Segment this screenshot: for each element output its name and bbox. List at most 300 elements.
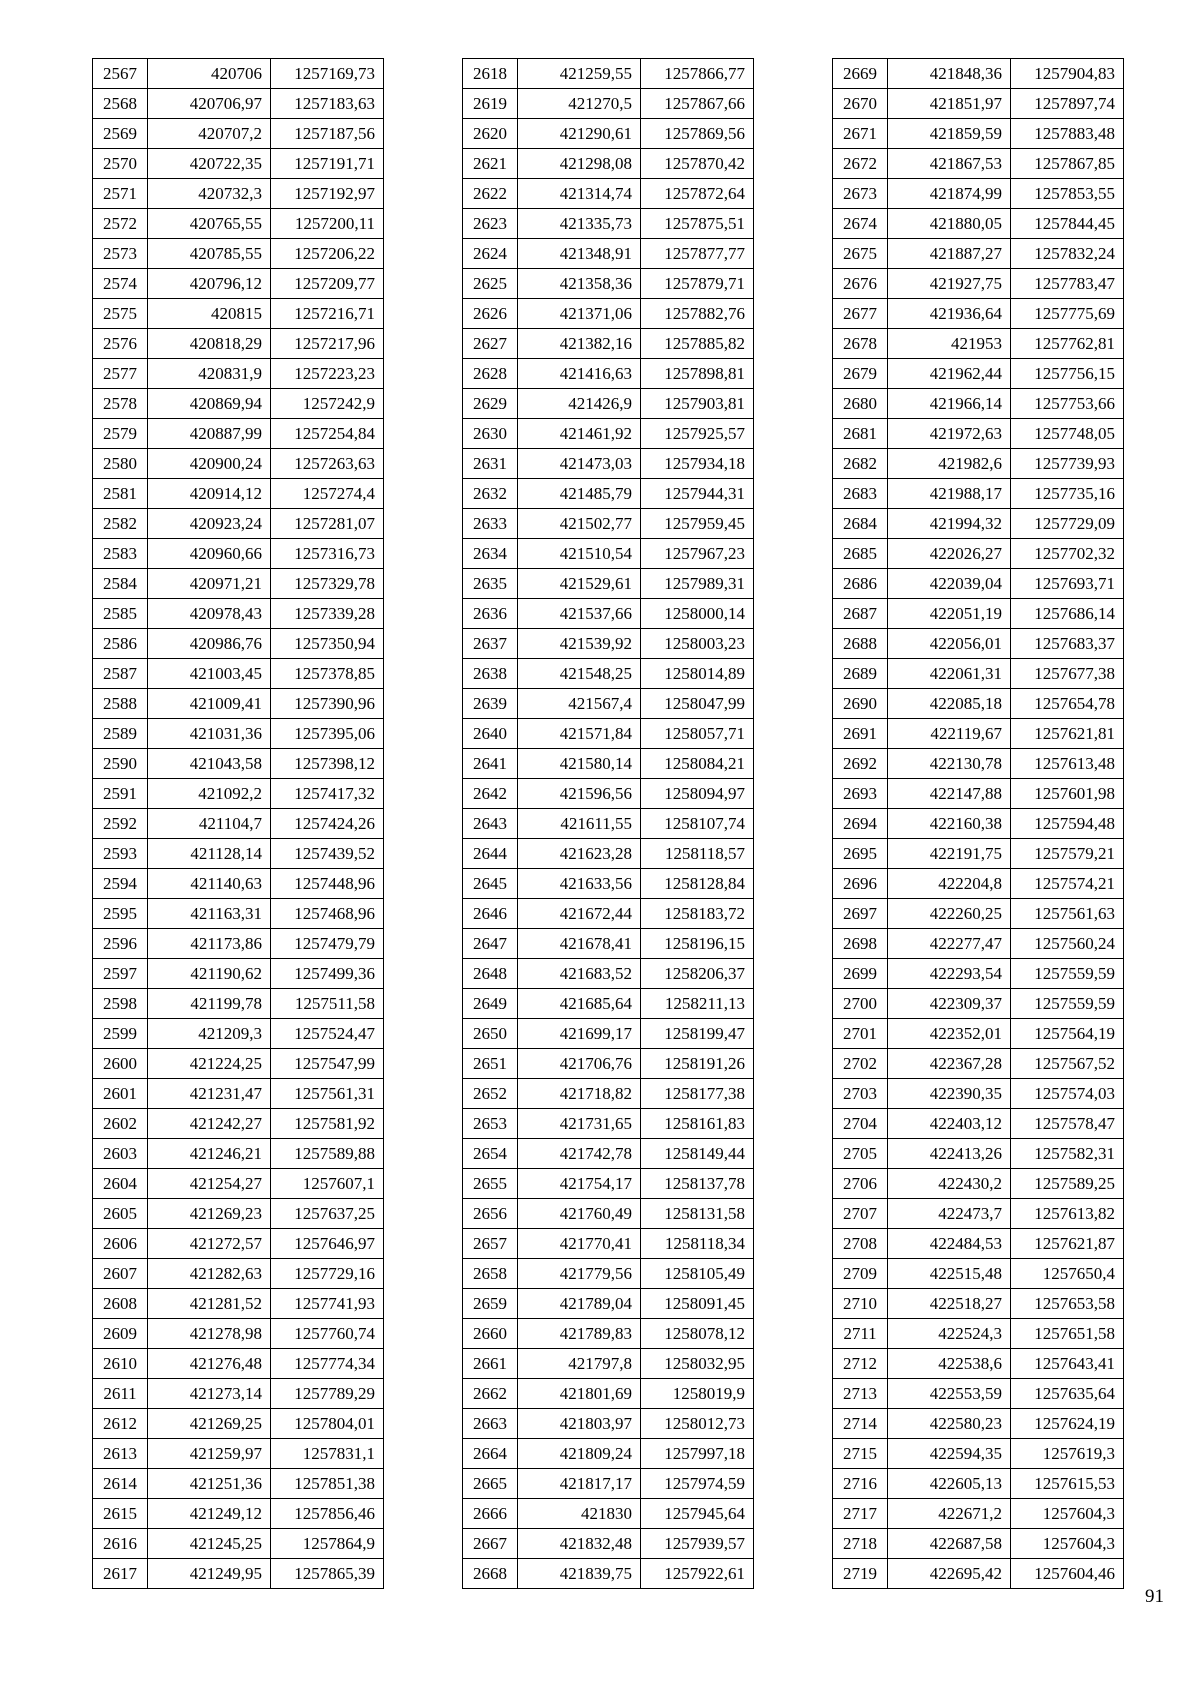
y-coordinate-cell: 1257867,85 (1011, 149, 1124, 179)
y-coordinate-cell: 1257729,09 (1011, 509, 1124, 539)
x-coordinate-cell: 422160,38 (888, 809, 1011, 839)
table-row (833, 1079, 1124, 1109)
point-number-cell: 2600 (93, 1049, 148, 1079)
x-coordinate-cell: 420900,24 (148, 449, 271, 479)
table-row (93, 1079, 384, 1109)
y-coordinate-cell: 1257624,19 (1011, 1409, 1124, 1439)
x-coordinate-cell: 421880,05 (888, 209, 1011, 239)
point-number-cell: 2591 (93, 779, 148, 809)
table-row (833, 629, 1124, 659)
y-coordinate-cell: 1257735,16 (1011, 479, 1124, 509)
table-row (463, 1379, 754, 1409)
point-number-cell: 2617 (93, 1559, 148, 1589)
x-coordinate-cell: 420732,3 (148, 179, 271, 209)
table-row (463, 359, 754, 389)
x-coordinate-cell: 421754,17 (518, 1169, 641, 1199)
x-coordinate-cell: 421789,04 (518, 1289, 641, 1319)
x-coordinate-cell: 421537,66 (518, 599, 641, 629)
point-number-cell: 2655 (463, 1169, 518, 1199)
table-row (833, 329, 1124, 359)
point-number-cell: 2631 (463, 449, 518, 479)
x-coordinate-cell: 422056,01 (888, 629, 1011, 659)
point-number-cell: 2596 (93, 929, 148, 959)
y-coordinate-cell: 1257997,18 (641, 1439, 754, 1469)
x-coordinate-cell: 422191,75 (888, 839, 1011, 869)
point-number-cell: 2635 (463, 569, 518, 599)
table-row (463, 509, 754, 539)
y-coordinate-cell: 1258014,89 (641, 659, 754, 689)
y-coordinate-cell: 1257870,42 (641, 149, 754, 179)
x-coordinate-cell: 422277,47 (888, 929, 1011, 959)
table-row (463, 659, 754, 689)
y-coordinate-cell: 1257877,77 (641, 239, 754, 269)
y-coordinate-cell: 1257864,9 (271, 1529, 384, 1559)
y-coordinate-cell: 1258107,74 (641, 809, 754, 839)
x-coordinate-cell: 422026,27 (888, 539, 1011, 569)
point-number-cell: 2657 (463, 1229, 518, 1259)
table-row (463, 1259, 754, 1289)
table-row (463, 1529, 754, 1559)
point-number-cell: 2568 (93, 89, 148, 119)
point-number-cell: 2686 (833, 569, 888, 599)
point-number-cell: 2681 (833, 419, 888, 449)
point-number-cell: 2649 (463, 989, 518, 1019)
point-number-cell: 2621 (463, 149, 518, 179)
x-coordinate-cell: 421273,14 (148, 1379, 271, 1409)
point-number-cell: 2639 (463, 689, 518, 719)
y-coordinate-cell: 1258196,15 (641, 929, 754, 959)
point-number-cell: 2589 (93, 719, 148, 749)
x-coordinate-cell: 421249,95 (148, 1559, 271, 1589)
point-number-cell: 2660 (463, 1319, 518, 1349)
table-row (93, 479, 384, 509)
point-number-cell: 2718 (833, 1529, 888, 1559)
point-number-cell: 2675 (833, 239, 888, 269)
page-number: 91 (1145, 1586, 1164, 1607)
y-coordinate-cell: 1258118,34 (641, 1229, 754, 1259)
x-coordinate-cell: 422484,53 (888, 1229, 1011, 1259)
y-coordinate-cell: 1257959,45 (641, 509, 754, 539)
y-coordinate-cell: 1258177,38 (641, 1079, 754, 1109)
point-number-cell: 2627 (463, 329, 518, 359)
y-coordinate-cell: 1257621,87 (1011, 1229, 1124, 1259)
table-row (463, 779, 754, 809)
x-coordinate-cell: 421031,36 (148, 719, 271, 749)
x-coordinate-cell: 420818,29 (148, 329, 271, 359)
table-row (833, 1349, 1124, 1379)
table-row (463, 1109, 754, 1139)
y-coordinate-cell: 1257865,39 (271, 1559, 384, 1589)
point-number-cell: 2626 (463, 299, 518, 329)
point-number-cell: 2595 (93, 899, 148, 929)
y-coordinate-cell: 1257783,47 (1011, 269, 1124, 299)
x-coordinate-cell: 421809,24 (518, 1439, 641, 1469)
table-row (93, 1559, 384, 1589)
x-coordinate-cell: 421485,79 (518, 479, 641, 509)
y-coordinate-cell: 1257582,31 (1011, 1139, 1124, 1169)
point-number-cell: 2716 (833, 1469, 888, 1499)
y-coordinate-cell: 1258183,72 (641, 899, 754, 929)
table-row (833, 269, 1124, 299)
y-coordinate-cell: 1258211,13 (641, 989, 754, 1019)
x-coordinate-cell: 421830 (518, 1499, 641, 1529)
x-coordinate-cell: 421611,55 (518, 809, 641, 839)
y-coordinate-cell: 1257925,57 (641, 419, 754, 449)
table-row (463, 929, 754, 959)
point-number-cell: 2606 (93, 1229, 148, 1259)
x-coordinate-cell: 421249,12 (148, 1499, 271, 1529)
y-coordinate-cell: 1257378,85 (271, 659, 384, 689)
table-row (833, 1409, 1124, 1439)
y-coordinate-cell: 1257879,71 (641, 269, 754, 299)
x-coordinate-cell: 421851,97 (888, 89, 1011, 119)
y-coordinate-cell: 1257774,34 (271, 1349, 384, 1379)
point-number-cell: 2630 (463, 419, 518, 449)
x-coordinate-cell: 421567,4 (518, 689, 641, 719)
point-number-cell: 2629 (463, 389, 518, 419)
x-coordinate-cell: 421731,65 (518, 1109, 641, 1139)
y-coordinate-cell: 1258032,95 (641, 1349, 754, 1379)
point-number-cell: 2574 (93, 269, 148, 299)
table-row (93, 1139, 384, 1169)
point-number-cell: 2674 (833, 209, 888, 239)
x-coordinate-cell: 421848,36 (888, 59, 1011, 89)
x-coordinate-cell: 421259,55 (518, 59, 641, 89)
x-coordinate-cell: 421278,98 (148, 1319, 271, 1349)
point-number-cell: 2593 (93, 839, 148, 869)
y-coordinate-cell: 1257851,38 (271, 1469, 384, 1499)
table-row (463, 1139, 754, 1169)
x-coordinate-cell: 422051,19 (888, 599, 1011, 629)
point-number-cell: 2641 (463, 749, 518, 779)
x-coordinate-cell: 421282,63 (148, 1259, 271, 1289)
x-coordinate-cell: 422309,37 (888, 989, 1011, 1019)
table-row (93, 1229, 384, 1259)
point-number-cell: 2666 (463, 1499, 518, 1529)
point-number-cell: 2715 (833, 1439, 888, 1469)
table-row (833, 509, 1124, 539)
y-coordinate-cell: 1257579,21 (1011, 839, 1124, 869)
y-coordinate-cell: 1258003,23 (641, 629, 754, 659)
y-coordinate-cell: 1257217,96 (271, 329, 384, 359)
point-number-cell: 2696 (833, 869, 888, 899)
x-coordinate-cell: 421685,64 (518, 989, 641, 1019)
y-coordinate-cell: 1257263,63 (271, 449, 384, 479)
table-row (833, 1289, 1124, 1319)
table-row (833, 839, 1124, 869)
y-coordinate-cell: 1257882,76 (641, 299, 754, 329)
table-row (463, 419, 754, 449)
x-coordinate-cell: 421371,06 (518, 299, 641, 329)
y-coordinate-cell: 1257524,47 (271, 1019, 384, 1049)
point-number-cell: 2645 (463, 869, 518, 899)
point-number-cell: 2632 (463, 479, 518, 509)
point-number-cell: 2603 (93, 1139, 148, 1169)
y-coordinate-cell: 1257511,58 (271, 989, 384, 1019)
x-coordinate-cell: 421817,17 (518, 1469, 641, 1499)
x-coordinate-cell: 421529,61 (518, 569, 641, 599)
table-row (93, 629, 384, 659)
point-number-cell: 2663 (463, 1409, 518, 1439)
table-row (463, 1079, 754, 1109)
x-coordinate-cell: 422119,67 (888, 719, 1011, 749)
point-number-cell: 2665 (463, 1469, 518, 1499)
y-coordinate-cell: 1257775,69 (1011, 299, 1124, 329)
y-coordinate-cell: 1257169,73 (271, 59, 384, 89)
x-coordinate-cell: 422687,58 (888, 1529, 1011, 1559)
point-number-cell: 2717 (833, 1499, 888, 1529)
y-coordinate-cell: 1257274,4 (271, 479, 384, 509)
table-row (833, 1259, 1124, 1289)
table-row (93, 899, 384, 929)
x-coordinate-cell: 421348,91 (518, 239, 641, 269)
x-coordinate-cell: 421832,48 (518, 1529, 641, 1559)
x-coordinate-cell: 421718,82 (518, 1079, 641, 1109)
table-body (93, 59, 384, 1589)
y-coordinate-cell: 1257561,31 (271, 1079, 384, 1109)
point-number-cell: 2710 (833, 1289, 888, 1319)
x-coordinate-cell: 421173,86 (148, 929, 271, 959)
x-coordinate-cell: 420831,9 (148, 359, 271, 389)
table-row (463, 1469, 754, 1499)
point-number-cell: 2661 (463, 1349, 518, 1379)
point-number-cell: 2695 (833, 839, 888, 869)
point-number-cell: 2590 (93, 749, 148, 779)
y-coordinate-cell: 1258078,12 (641, 1319, 754, 1349)
point-number-cell: 2628 (463, 359, 518, 389)
y-coordinate-cell: 1258191,26 (641, 1049, 754, 1079)
x-coordinate-cell: 422524,3 (888, 1319, 1011, 1349)
y-coordinate-cell: 1258131,58 (641, 1199, 754, 1229)
table-row (833, 1169, 1124, 1199)
table-row (833, 179, 1124, 209)
table-row (833, 1199, 1124, 1229)
y-coordinate-cell: 1257944,31 (641, 479, 754, 509)
table-row (93, 1199, 384, 1229)
y-coordinate-cell: 1257192,97 (271, 179, 384, 209)
x-coordinate-cell: 421140,63 (148, 869, 271, 899)
x-coordinate-cell: 422553,59 (888, 1379, 1011, 1409)
table-row (93, 1319, 384, 1349)
y-coordinate-cell: 1257939,57 (641, 1529, 754, 1559)
y-coordinate-cell: 1257898,81 (641, 359, 754, 389)
y-coordinate-cell: 1257339,28 (271, 599, 384, 629)
table-row (93, 779, 384, 809)
table-row (463, 839, 754, 869)
y-coordinate-cell: 1257216,71 (271, 299, 384, 329)
table-row (93, 239, 384, 269)
table-row (93, 749, 384, 779)
x-coordinate-cell: 420765,55 (148, 209, 271, 239)
point-number-cell: 2575 (93, 299, 148, 329)
table-row (463, 1319, 754, 1349)
table-row (93, 269, 384, 299)
x-coordinate-cell: 420815 (148, 299, 271, 329)
x-coordinate-cell: 421972,63 (888, 419, 1011, 449)
point-number-cell: 2572 (93, 209, 148, 239)
point-number-cell: 2711 (833, 1319, 888, 1349)
table-row (463, 239, 754, 269)
y-coordinate-cell: 1258206,37 (641, 959, 754, 989)
x-coordinate-cell: 421254,27 (148, 1169, 271, 1199)
y-coordinate-cell: 1257756,15 (1011, 359, 1124, 389)
table-row (463, 749, 754, 779)
point-number-cell: 2592 (93, 809, 148, 839)
y-coordinate-cell: 1257594,48 (1011, 809, 1124, 839)
point-number-cell: 2704 (833, 1109, 888, 1139)
table-row (833, 389, 1124, 419)
y-coordinate-cell: 1257567,52 (1011, 1049, 1124, 1079)
point-number-cell: 2597 (93, 959, 148, 989)
table-row (833, 1319, 1124, 1349)
table-row (463, 179, 754, 209)
x-coordinate-cell: 421163,31 (148, 899, 271, 929)
y-coordinate-cell: 1258118,57 (641, 839, 754, 869)
table-row (833, 989, 1124, 1019)
y-coordinate-cell: 1257561,63 (1011, 899, 1124, 929)
y-coordinate-cell: 1258000,14 (641, 599, 754, 629)
x-coordinate-cell: 421927,75 (888, 269, 1011, 299)
point-number-cell: 2706 (833, 1169, 888, 1199)
table-row (833, 1439, 1124, 1469)
table-row (463, 209, 754, 239)
point-number-cell: 2618 (463, 59, 518, 89)
table-row (463, 629, 754, 659)
x-coordinate-cell: 421779,56 (518, 1259, 641, 1289)
table-row (93, 839, 384, 869)
table-row (833, 929, 1124, 959)
table-row (833, 209, 1124, 239)
table-row (463, 1199, 754, 1229)
point-number-cell: 2713 (833, 1379, 888, 1409)
x-coordinate-cell: 421801,69 (518, 1379, 641, 1409)
y-coordinate-cell: 1257607,1 (271, 1169, 384, 1199)
y-coordinate-cell: 1258105,49 (641, 1259, 754, 1289)
table-row (463, 479, 754, 509)
x-coordinate-cell: 421874,99 (888, 179, 1011, 209)
x-coordinate-cell: 421128,14 (148, 839, 271, 869)
y-coordinate-cell: 1257748,05 (1011, 419, 1124, 449)
table-row (833, 1049, 1124, 1079)
y-coordinate-cell: 1257619,3 (1011, 1439, 1124, 1469)
y-coordinate-cell: 1258057,71 (641, 719, 754, 749)
x-coordinate-cell: 421358,36 (518, 269, 641, 299)
table-row (463, 1439, 754, 1469)
y-coordinate-cell: 1257559,59 (1011, 959, 1124, 989)
point-number-cell: 2659 (463, 1289, 518, 1319)
point-number-cell: 2648 (463, 959, 518, 989)
x-coordinate-cell: 422130,78 (888, 749, 1011, 779)
point-number-cell: 2625 (463, 269, 518, 299)
coordinates-table-2 (462, 58, 754, 1589)
y-coordinate-cell: 1258149,44 (641, 1139, 754, 1169)
x-coordinate-cell: 421623,28 (518, 839, 641, 869)
y-coordinate-cell: 1257350,94 (271, 629, 384, 659)
table-row (833, 959, 1124, 989)
y-coordinate-cell: 1257581,92 (271, 1109, 384, 1139)
y-coordinate-cell: 1257589,25 (1011, 1169, 1124, 1199)
x-coordinate-cell: 421982,6 (888, 449, 1011, 479)
y-coordinate-cell: 1257677,38 (1011, 659, 1124, 689)
x-coordinate-cell: 421548,25 (518, 659, 641, 689)
table-row (463, 389, 754, 419)
point-number-cell: 2682 (833, 449, 888, 479)
y-coordinate-cell: 1257479,79 (271, 929, 384, 959)
table-row (93, 299, 384, 329)
x-coordinate-cell: 421789,83 (518, 1319, 641, 1349)
point-number-cell: 2636 (463, 599, 518, 629)
point-number-cell: 2689 (833, 659, 888, 689)
y-coordinate-cell: 1257613,48 (1011, 749, 1124, 779)
x-coordinate-cell: 421988,17 (888, 479, 1011, 509)
x-coordinate-cell: 421199,78 (148, 989, 271, 1019)
x-coordinate-cell: 422061,31 (888, 659, 1011, 689)
x-coordinate-cell: 422538,6 (888, 1349, 1011, 1379)
y-coordinate-cell: 1257615,53 (1011, 1469, 1124, 1499)
x-coordinate-cell: 422039,04 (888, 569, 1011, 599)
table-row (93, 1379, 384, 1409)
table-row (463, 1559, 754, 1589)
table-row (833, 809, 1124, 839)
y-coordinate-cell: 1257831,1 (271, 1439, 384, 1469)
x-coordinate-cell: 421539,92 (518, 629, 641, 659)
point-number-cell: 2673 (833, 179, 888, 209)
x-coordinate-cell: 420914,12 (148, 479, 271, 509)
y-coordinate-cell: 1257646,97 (271, 1229, 384, 1259)
x-coordinate-cell: 421272,57 (148, 1229, 271, 1259)
point-number-cell: 2709 (833, 1259, 888, 1289)
y-coordinate-cell: 1258012,73 (641, 1409, 754, 1439)
x-coordinate-cell: 421245,25 (148, 1529, 271, 1559)
x-coordinate-cell: 421281,52 (148, 1289, 271, 1319)
point-number-cell: 2650 (463, 1019, 518, 1049)
point-number-cell: 2701 (833, 1019, 888, 1049)
x-coordinate-cell: 420986,76 (148, 629, 271, 659)
y-coordinate-cell: 1257693,71 (1011, 569, 1124, 599)
point-number-cell: 2580 (93, 449, 148, 479)
point-number-cell: 2582 (93, 509, 148, 539)
table-row (93, 59, 384, 89)
y-coordinate-cell: 1257875,51 (641, 209, 754, 239)
x-coordinate-cell: 421298,08 (518, 149, 641, 179)
table-row (833, 359, 1124, 389)
x-coordinate-cell: 421887,27 (888, 239, 1011, 269)
table-row (463, 899, 754, 929)
table-row (833, 869, 1124, 899)
table-row (833, 449, 1124, 479)
y-coordinate-cell: 1257753,66 (1011, 389, 1124, 419)
table-row (463, 1349, 754, 1379)
point-number-cell: 2702 (833, 1049, 888, 1079)
x-coordinate-cell: 421633,56 (518, 869, 641, 899)
x-coordinate-cell: 421672,44 (518, 899, 641, 929)
coordinates-table-1 (92, 58, 384, 1589)
table-row (93, 449, 384, 479)
point-number-cell: 2609 (93, 1319, 148, 1349)
table-row (93, 1409, 384, 1439)
y-coordinate-cell: 1257564,19 (1011, 1019, 1124, 1049)
y-coordinate-cell: 1258047,99 (641, 689, 754, 719)
y-coordinate-cell: 1257637,25 (271, 1199, 384, 1229)
point-number-cell: 2646 (463, 899, 518, 929)
point-number-cell: 2567 (93, 59, 148, 89)
y-coordinate-cell: 1257574,03 (1011, 1079, 1124, 1109)
point-number-cell: 2643 (463, 809, 518, 839)
table-body (463, 59, 754, 1589)
x-coordinate-cell: 421242,27 (148, 1109, 271, 1139)
table-row (833, 119, 1124, 149)
x-coordinate-cell: 421246,21 (148, 1139, 271, 1169)
